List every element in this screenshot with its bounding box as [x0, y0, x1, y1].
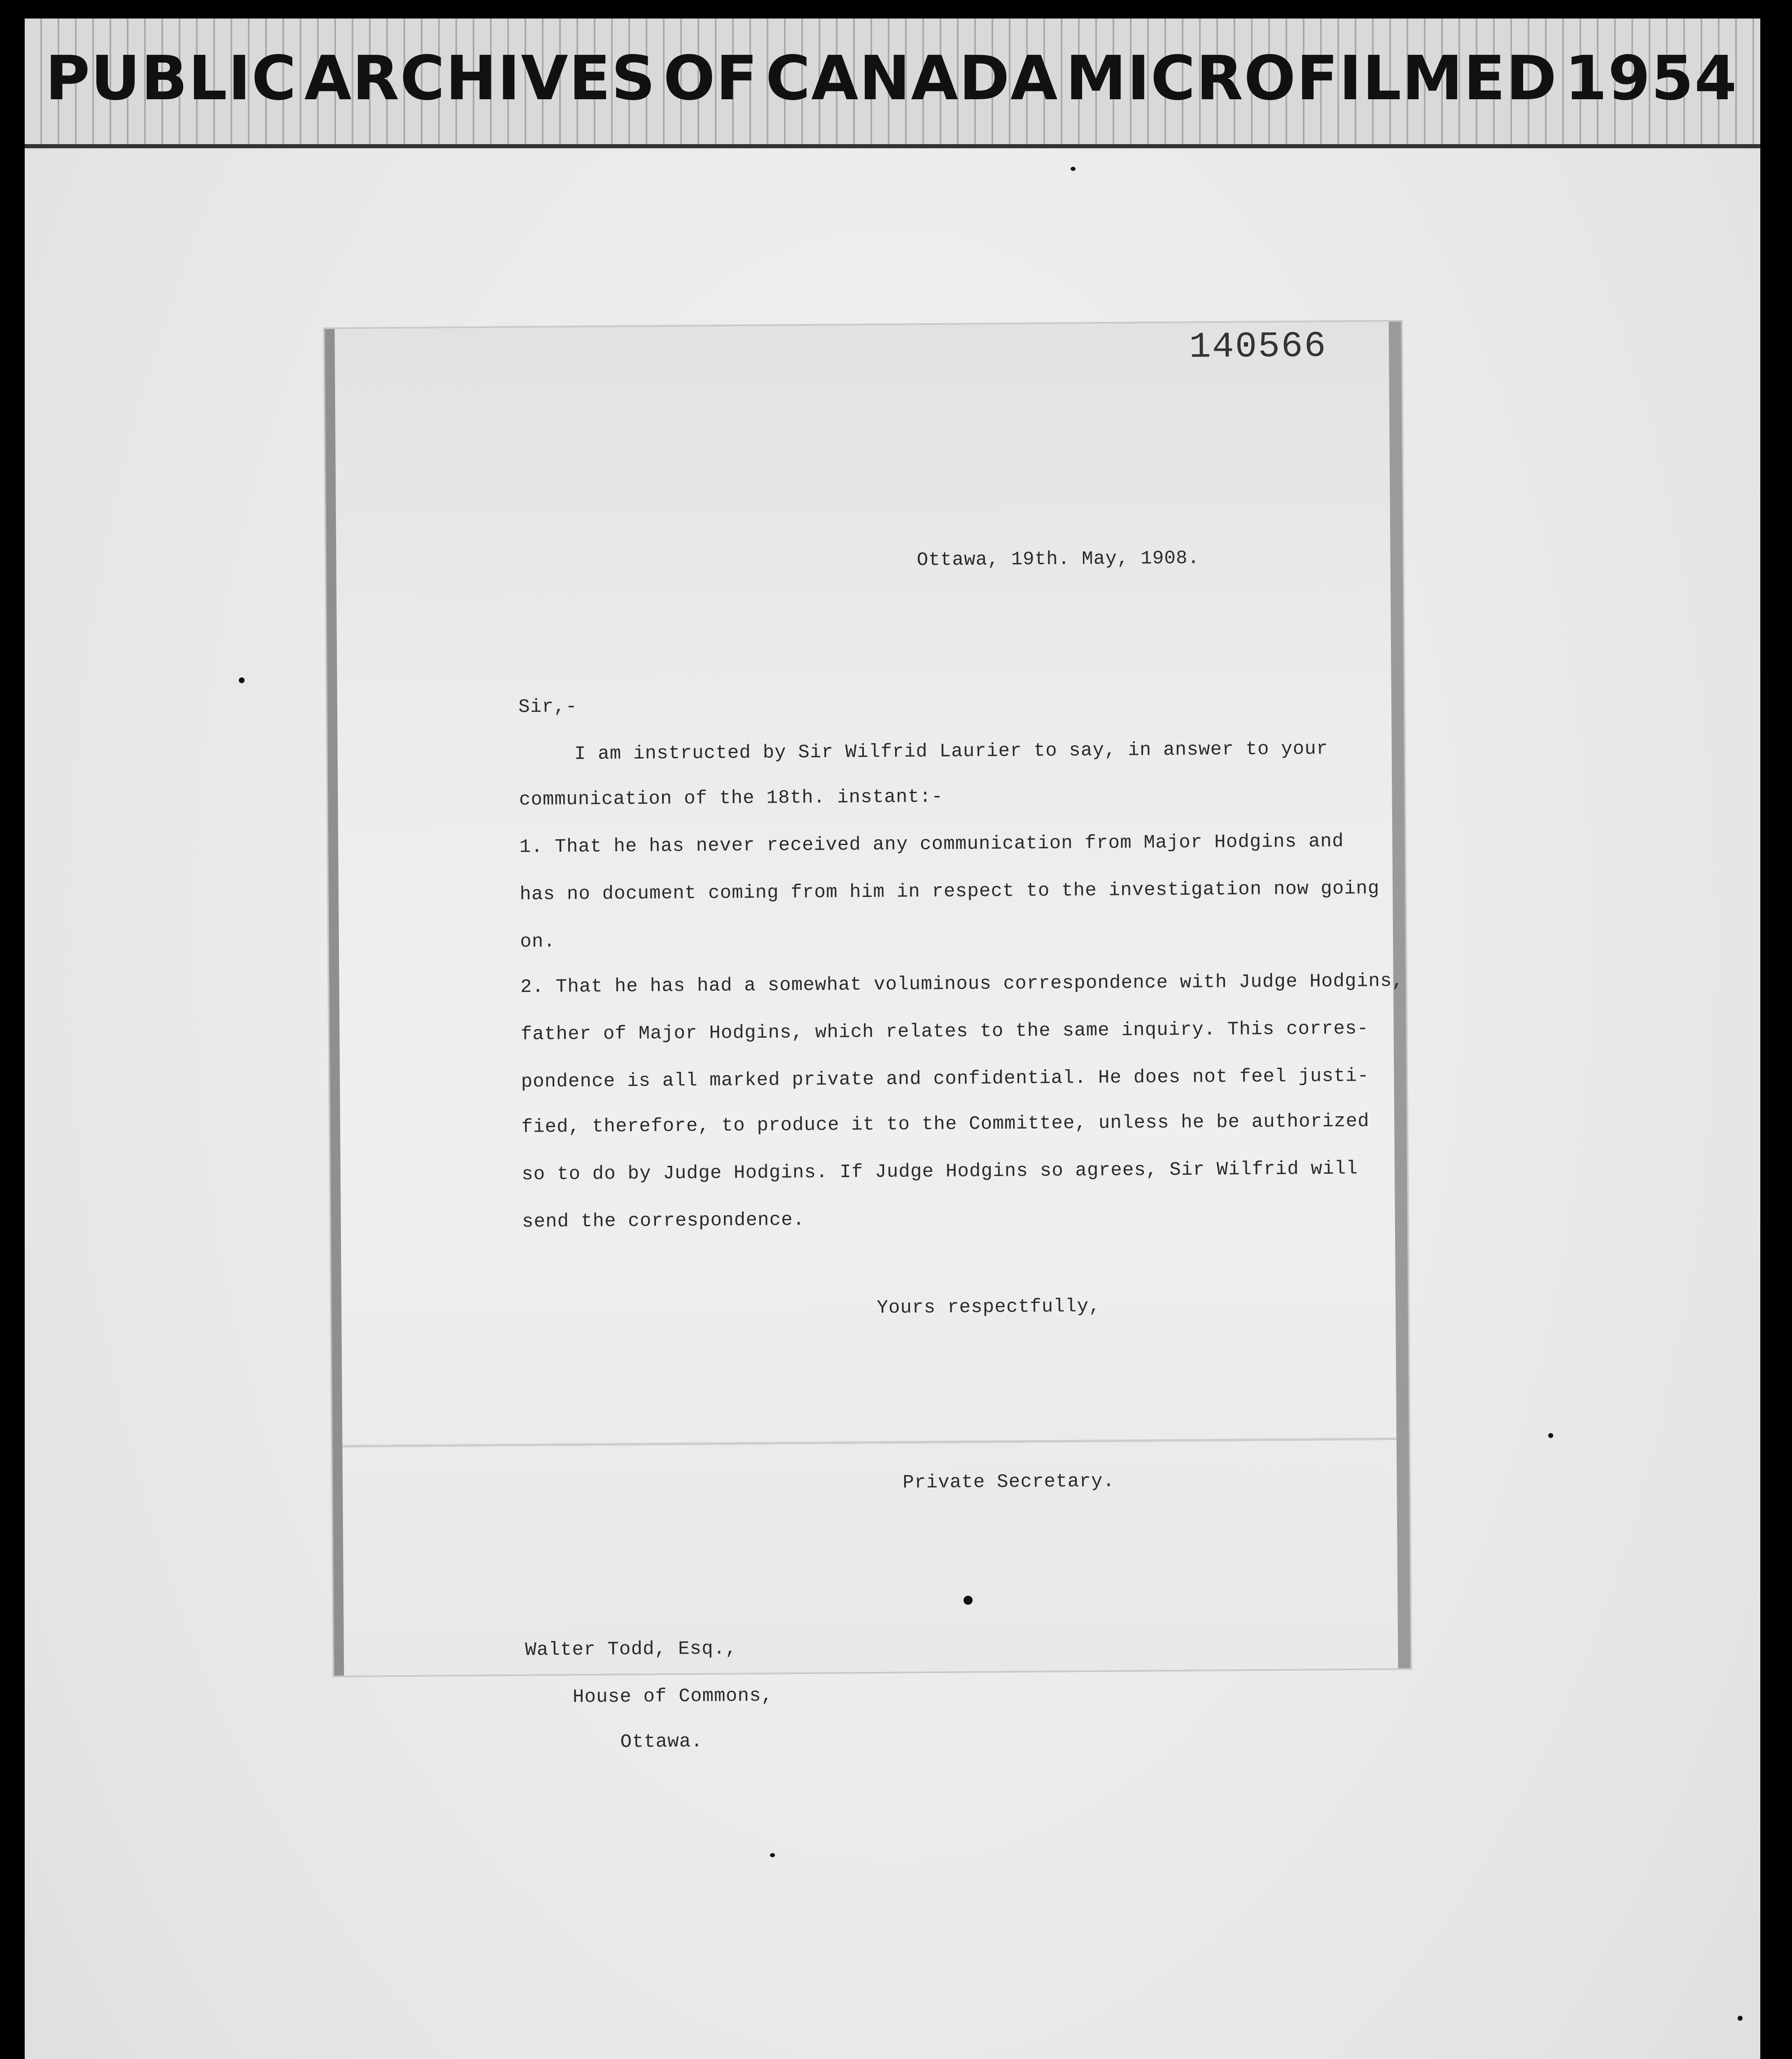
header-word: CANADA: [765, 43, 1059, 114]
film-speck: [1548, 1433, 1553, 1438]
letter-body-line: has no document coming from him in respect to the investigation now going: [520, 878, 1380, 905]
letter-body-line: so to do by Judge Hodgins. If Judge Hodgins so agrees, Sir Wilfrid will: [521, 1158, 1358, 1185]
letter-body-line: pondence is all marked private and confidential. He does not feel justi-: [521, 1065, 1370, 1093]
letter-body-line: I am instructed by Sir Wilfrid Laurier to say, in answer to your: [574, 738, 1328, 765]
recipient-address-line: House of Commons,: [572, 1685, 773, 1708]
letter-date: Ottawa, 19th. May, 1908.: [917, 547, 1200, 571]
letter-body-line: communication of the 18th. instant:-: [519, 786, 943, 810]
header-word: ARCHIVES: [304, 43, 656, 114]
letter-sheet: [325, 322, 1411, 1753]
letter-salutation: Sir,-: [518, 696, 578, 718]
film-speck: [1071, 167, 1076, 171]
recipient-name: Walter Todd, Esq.,: [525, 1638, 737, 1661]
letter-body-line: 2. That he has had a somewhat voluminous correspondence with Judge Hodgins,: [520, 970, 1404, 998]
header-word: OF: [663, 43, 758, 114]
header-word: 1954: [1565, 43, 1738, 114]
document-number: 140566: [1189, 326, 1328, 368]
header-word: PUBLIC: [45, 43, 297, 114]
header-word: MICROFILMED: [1065, 43, 1558, 114]
letter-body-line: father of Major Hodgins, which relates to the same inquiry. This corres-: [520, 1018, 1369, 1045]
recipient-city: Ottawa.: [620, 1730, 703, 1753]
film-speck: [1738, 2016, 1743, 2021]
archive-header-title: [45, 39, 1738, 117]
letter-body-line: send the correspondence.: [522, 1209, 805, 1233]
film-speck: [239, 677, 245, 683]
letter-body-line: 1. That he has never received any communication from Major Hodgins and: [519, 830, 1344, 858]
letter-closing: Yours respectfully,: [877, 1296, 1101, 1319]
film-speck: [770, 1853, 775, 1857]
letter-signature: Private Secretary.: [903, 1470, 1115, 1494]
film-speck: [964, 1596, 973, 1605]
letter-body-line: on.: [520, 931, 556, 952]
letter-body-line: fied, therefore, to produce it to the Committee, unless he be authorized: [521, 1110, 1370, 1138]
